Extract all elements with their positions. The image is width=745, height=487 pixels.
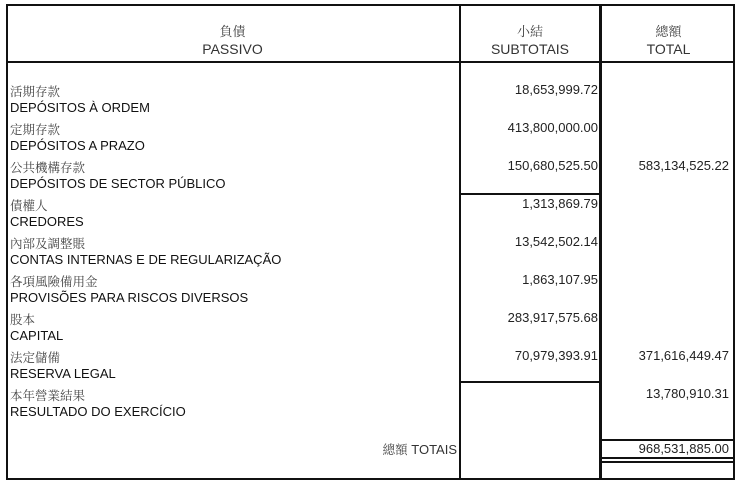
totals-label-pt: TOTAIS	[411, 442, 457, 457]
row-subtotal: 283,917,575.68	[507, 310, 598, 325]
row-label-zh: 股本	[10, 312, 36, 327]
header-passivo-zh: 負債	[219, 25, 246, 40]
row-label-pt: CREDORES	[10, 214, 84, 229]
totals-label-zh: 總額	[382, 442, 408, 457]
header-passivo-pt: PASSIVO	[202, 41, 263, 57]
row-label-zh: 法定儲備	[10, 350, 61, 365]
column-divider-2	[599, 4, 602, 480]
header-total-pt: TOTAL	[646, 41, 691, 57]
row-subtotal: 18,653,999.72	[514, 82, 598, 97]
column-divider-1	[459, 4, 461, 480]
header-passivo	[6, 24, 459, 58]
row-label-pt: CONTAS INTERNAS E DE REGULARIZAÇÃO	[10, 252, 282, 267]
header-subtotais-zh: 小結	[516, 25, 543, 40]
header-subtotais-pt: SUBTOTAIS	[490, 41, 570, 57]
row-label-pt: RESULTADO DO EXERCÍCIO	[10, 404, 186, 419]
row-label-pt: CAPITAL	[10, 328, 64, 343]
row-total: 13,780,910.31	[645, 386, 729, 401]
row-label-zh: 定期存款	[10, 122, 61, 137]
row-label-pt: DEPÓSITOS A PRAZO	[10, 138, 145, 153]
row-subtotal: 13,542,502.14	[514, 234, 598, 249]
header-subtotais	[461, 24, 599, 58]
row-subtotal: 70,979,393.91	[514, 348, 598, 363]
row-label-pt: DEPÓSITOS À ORDEM	[10, 100, 150, 115]
header-total	[602, 24, 735, 58]
grand-total-value: 968,531,885.00	[638, 441, 729, 456]
row-label-zh: 內部及調整賬	[10, 236, 86, 251]
row-subtotal: 150,680,525.50	[507, 158, 598, 173]
row-label-pt: RESERVA LEGAL	[10, 366, 116, 381]
row-label-zh: 活期存款	[10, 84, 61, 99]
row-label-zh: 債權人	[10, 198, 48, 213]
totals-label	[383, 440, 457, 458]
row-label-pt: DEPÓSITOS DE SECTOR PÚBLICO	[10, 176, 226, 191]
row-label-zh: 各項風險備用金	[10, 274, 98, 289]
row-total: 583,134,525.22	[638, 158, 729, 173]
header-total-zh: 總額	[655, 25, 682, 40]
header-rule	[6, 61, 735, 63]
row-total: 371,616,449.47	[638, 348, 729, 363]
row-subtotal: 1,863,107.95	[522, 272, 598, 287]
row-subtotal: 413,800,000.00	[507, 120, 598, 135]
row-label-zh: 公共機構存款	[10, 160, 86, 175]
subtotal-group-rule-1	[459, 193, 602, 195]
row-subtotal: 1,313,869.79	[522, 196, 598, 211]
row-label-pt: PROVISÕES PARA RISCOS DIVERSOS	[10, 290, 249, 305]
row-label-zh: 本年營業結果	[10, 388, 86, 403]
total-rule-double	[599, 461, 735, 463]
subtotal-group-rule-2	[459, 381, 602, 383]
total-rule-bottom	[599, 457, 735, 459]
